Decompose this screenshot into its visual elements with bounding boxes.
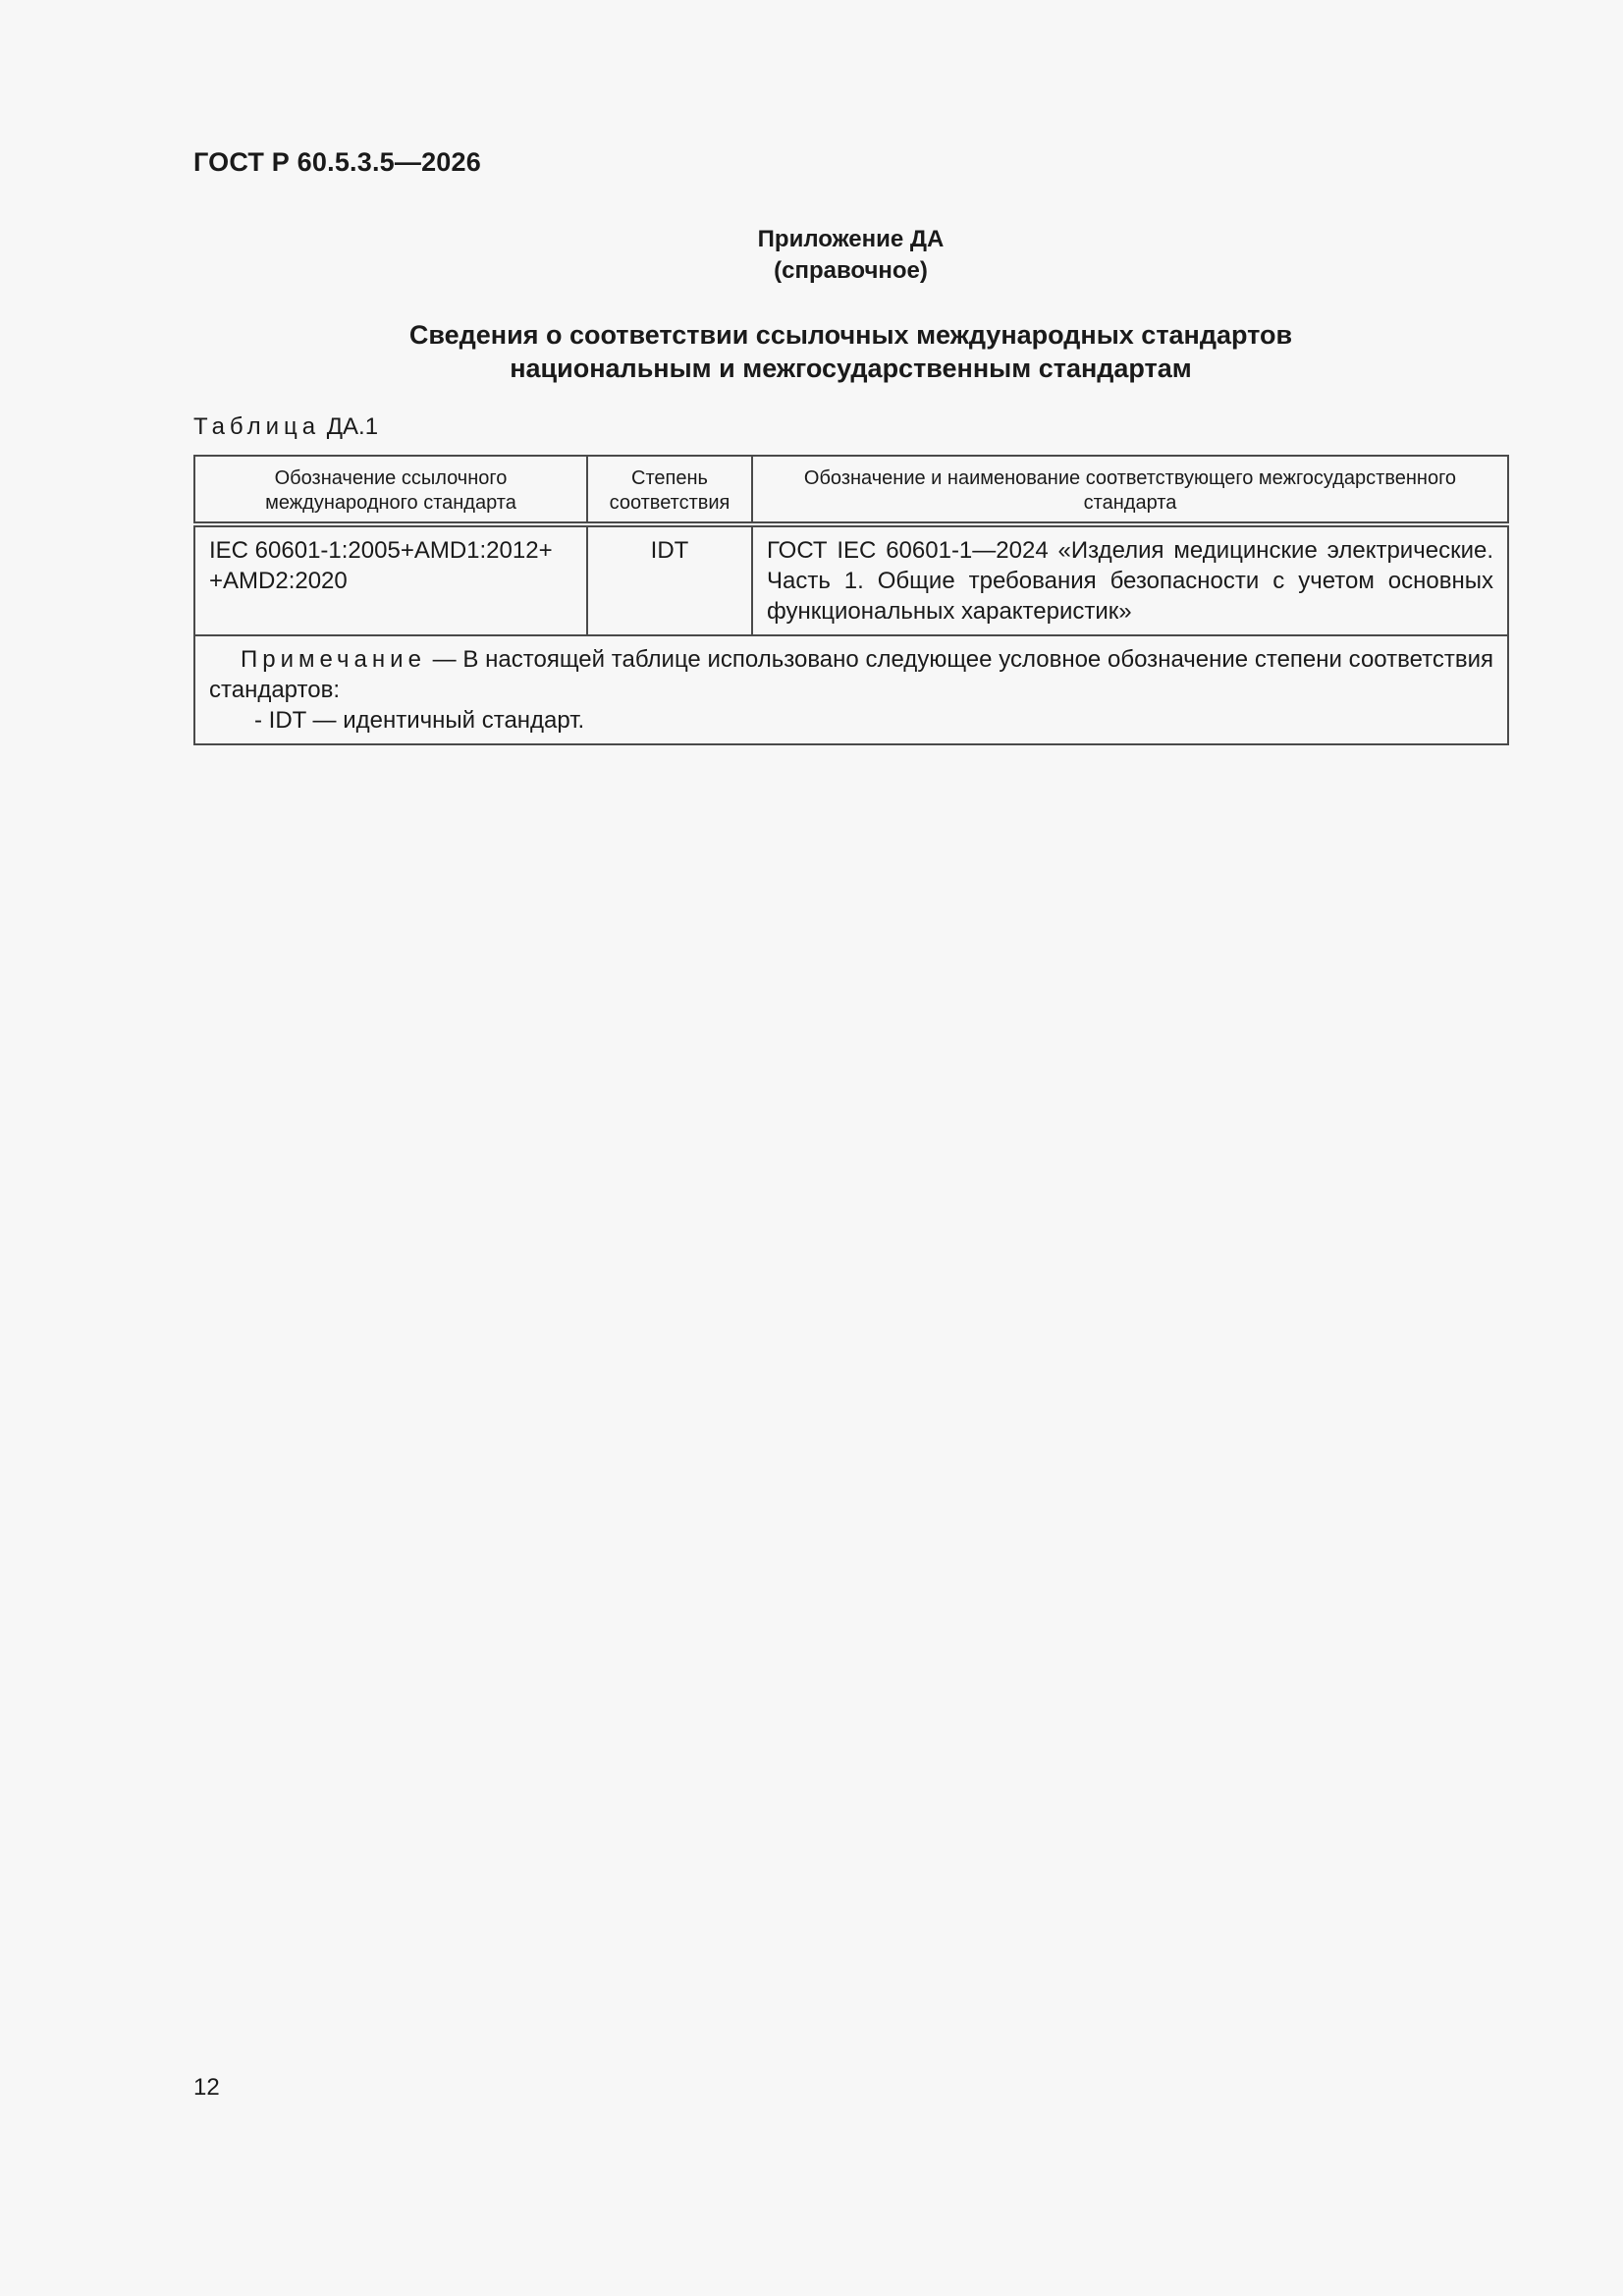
column-header-degree: Степень соответствия: [587, 456, 752, 524]
standards-correspondence-table: [193, 455, 1509, 745]
section-title: [0, 318, 1623, 385]
intl-standard-line-2: +AMD2:2020: [209, 568, 348, 594]
appendix-type: (справочное): [774, 257, 928, 284]
intl-standard-line-1: IEC 60601-1:2005+AMD1:2012+: [209, 537, 553, 564]
section-title-line-2: национальным и межгосударственным стандартам: [510, 354, 1192, 383]
appendix-title: Приложение ДА: [757, 226, 945, 252]
section-title-line-1: Сведения о соответствии ссылочных международных стандартов: [408, 320, 1293, 350]
table-caption-number: ДА.1: [326, 413, 379, 440]
table-caption: [193, 413, 378, 441]
note-paragraph: [209, 644, 1493, 705]
document-code: ГОСТ Р 60.5.3.5—2026: [193, 147, 481, 177]
national-standard-cell: ГОСТ IEC 60601-1—2024 «Изделия медицинские электрические. Часть 1. Общие требования безопасности с учетом основных функциональных характеристик»: [752, 524, 1508, 635]
note-text: — В настоящей таблице использовано следующее условное обозначение степени соответствия стандартов:: [209, 646, 1493, 703]
table-row: [194, 524, 1508, 635]
note-label: Примечание: [241, 646, 426, 673]
degree-cell: IDT: [587, 524, 752, 635]
column-header-intl-standard: Обозначение ссылочного международного стандарта: [194, 456, 587, 524]
note-list-item: - IDT — идентичный стандарт.: [254, 707, 585, 734]
column-header-national-standard: Обозначение и наименование соответствующего межгосударственного стандарта: [752, 456, 1508, 524]
table-header-row: [194, 456, 1508, 524]
table-caption-label: Таблица: [193, 413, 321, 440]
note-cell: [194, 635, 1508, 744]
page-number: 12: [193, 2074, 220, 2101]
note-row: [194, 635, 1508, 744]
intl-standard-cell: [194, 524, 587, 635]
